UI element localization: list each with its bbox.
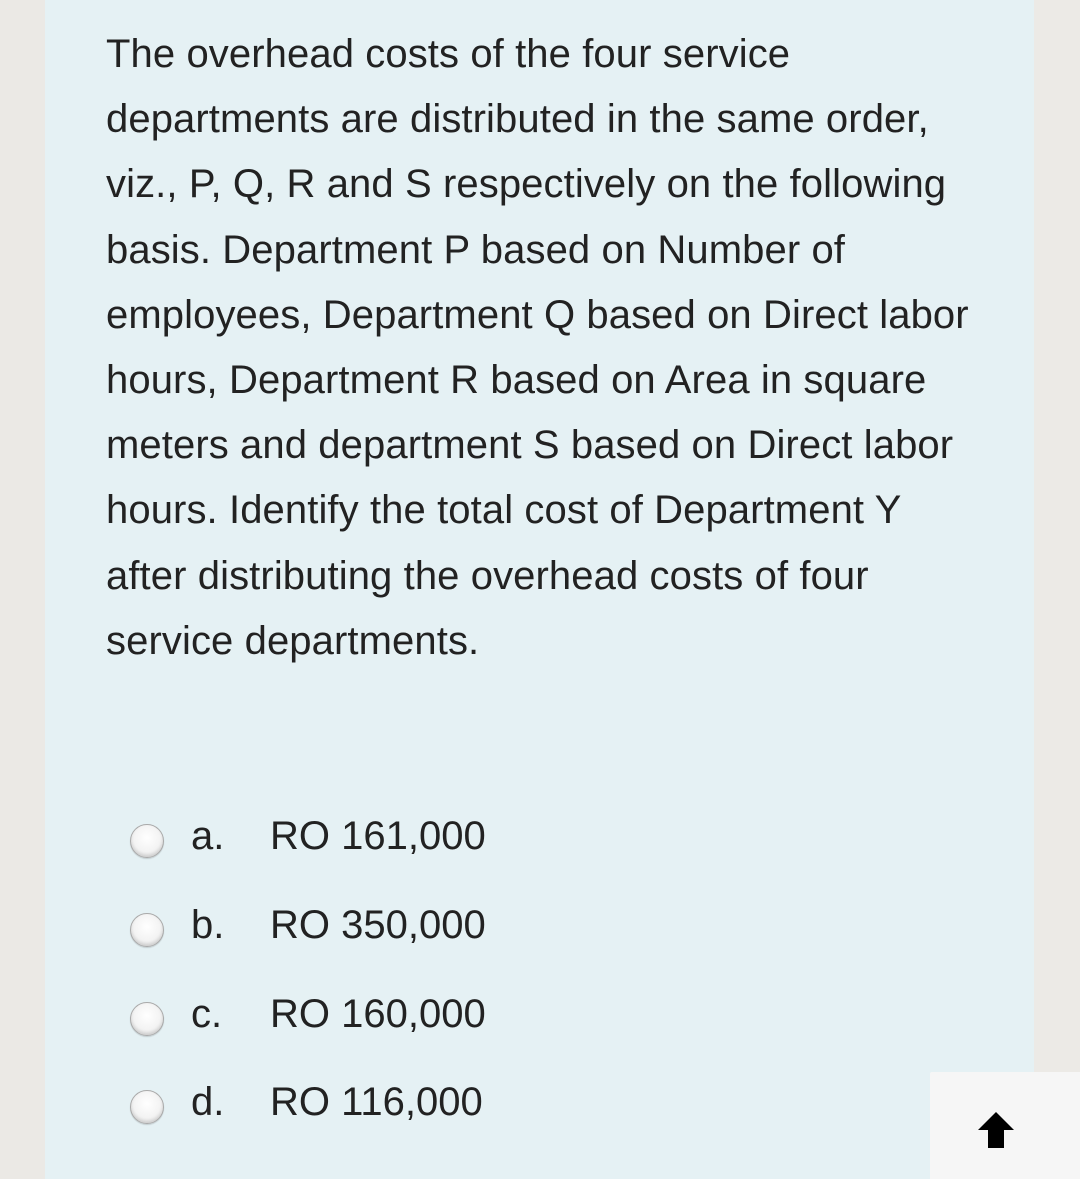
radio-button-d[interactable] xyxy=(130,1090,164,1124)
answer-option-d[interactable] xyxy=(130,1080,630,1140)
question-text: The overhead costs of the four service departments are distributed in the same order, viz., P, Q, R and S respectively on the following basis. Department P based on Number of employees, Department Q based on Direct labor hours, Department R based on Area in square meters and department S based on Direct labor hours. Identify the total cost of Department Y after distributing the overhead costs of four service departments. xyxy=(106,32,969,663)
answer-letter: d. xyxy=(191,1080,225,1124)
radio-button-a[interactable] xyxy=(130,824,164,858)
answer-letter: c. xyxy=(191,992,223,1036)
answer-value: RO 350,000 xyxy=(270,903,486,947)
radio-button-b[interactable] xyxy=(130,913,164,947)
answer-option-a[interactable] xyxy=(130,814,630,874)
answer-letter: a. xyxy=(191,814,225,858)
side-margin xyxy=(1034,0,1080,1179)
answer-value: RO 116,000 xyxy=(270,1080,483,1124)
radio-button-c[interactable] xyxy=(130,1002,164,1036)
arrow-up-icon xyxy=(974,1108,1018,1152)
scroll-to-top-button[interactable] xyxy=(930,1072,1080,1179)
answer-value: RO 161,000 xyxy=(270,814,486,858)
answer-letter: b. xyxy=(191,903,225,947)
answer-value: RO 160,000 xyxy=(270,992,486,1036)
answer-option-c[interactable] xyxy=(130,992,630,1052)
answer-option-b[interactable] xyxy=(130,903,630,963)
